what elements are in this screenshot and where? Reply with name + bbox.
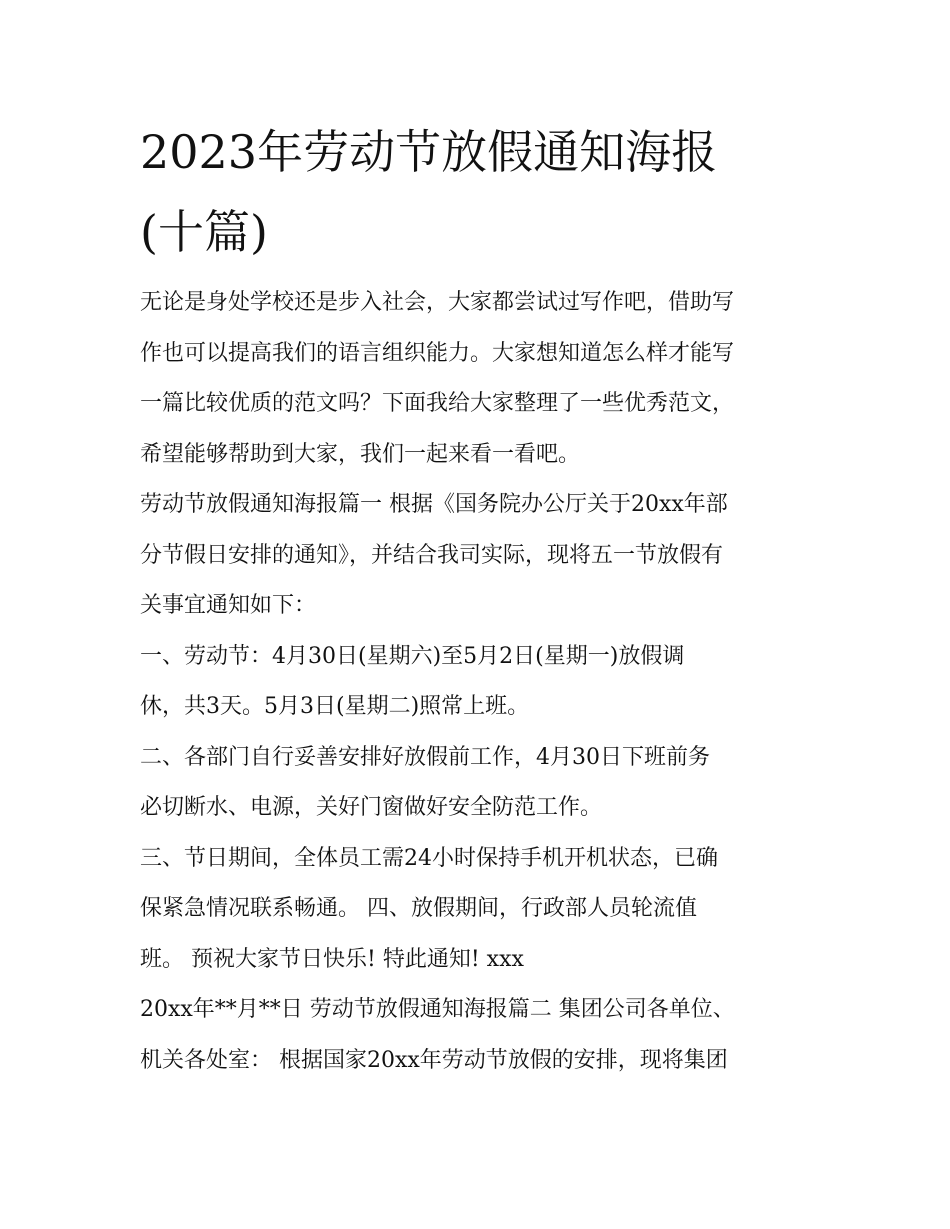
body-line: 劳动节放假通知海报篇一 根据《国务院办公厅关于20xx年部 <box>140 492 728 517</box>
document-body <box>140 278 820 1086</box>
body-line: 关事宜通知如下： <box>140 593 317 618</box>
body-line: 保紧急情况联系畅通。 四、放假期间，行政部人员轮流值 <box>140 896 697 921</box>
body-line: 希望能够帮助到大家，我们一起来看一看吧。 <box>140 441 581 467</box>
body-line: 三、节日期间，全体员工需24小时保持手机开机状态，已确 <box>140 845 718 871</box>
body-line: 机关各处室： 根据国家20xx年劳动节放假的安排，现将集团 <box>140 1047 728 1073</box>
body-line: 分节假日安排的通知》，并结合我司实际，现将五一节放假有 <box>140 542 724 568</box>
body-line: 无论是身处学校还是步入社会，大家都尝试过写作吧，借助写 <box>140 290 735 315</box>
body-line: 二、各部门自行妥善安排好放假前工作，4月30日下班前务 <box>140 744 710 770</box>
title-line: 2023年劳动节放假通知海报 <box>140 125 718 179</box>
body-line: 班。 预祝大家节日快乐! 特此通知! xxx <box>140 946 524 972</box>
body-line: 作也可以提高我们的语言组织能力。大家想知道怎么样才能写 <box>140 340 735 366</box>
body-line: 20xx年**月**日 劳动节放假通知海报篇二 集团公司各单位、 <box>140 997 735 1022</box>
body-line: 一、劳动节：4月30日(星期六)至5月2日(星期一)放假调 <box>140 643 685 669</box>
body-line: 必切断水、电源，关好门窗做好安全防范工作。 <box>140 795 603 820</box>
document-title <box>140 112 820 272</box>
body-line: 一篇比较优质的范文吗？下面我给大家整理了一些优秀范文， <box>140 391 735 416</box>
body-line: 休，共3天。5月3日(星期二)照常上班。 <box>140 694 530 719</box>
title-line: (十篇) <box>140 205 268 259</box>
